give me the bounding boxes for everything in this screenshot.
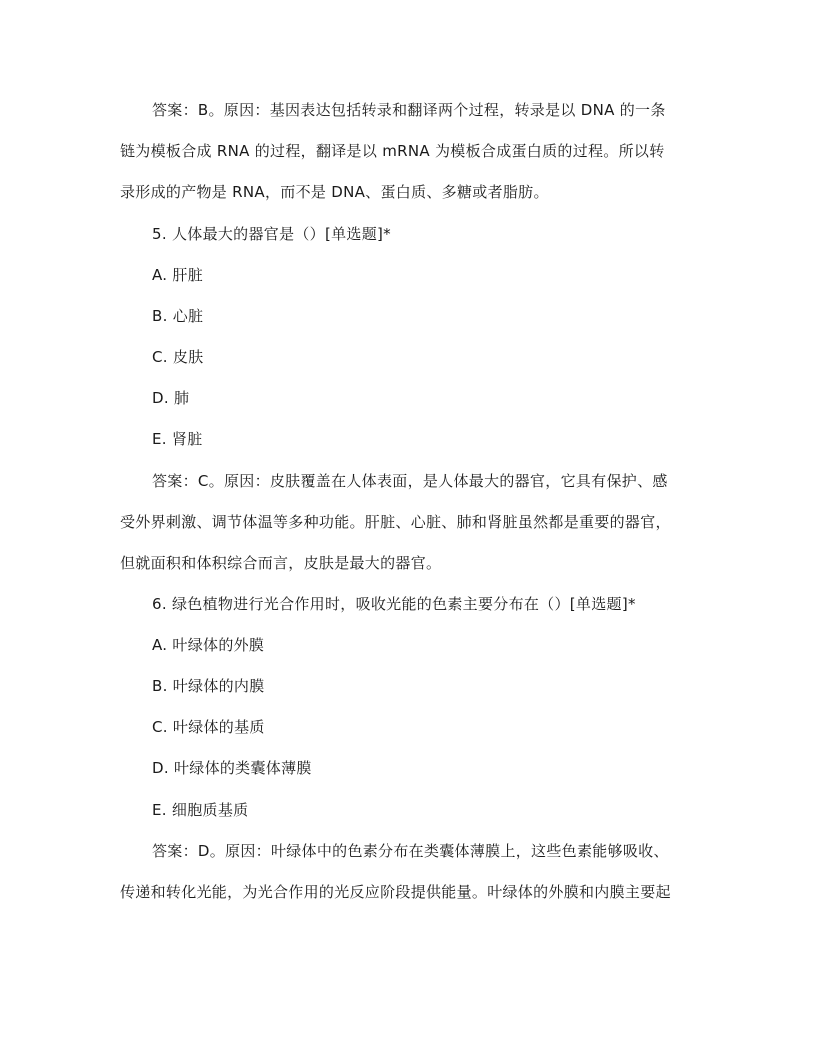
q6-option-a: A. 叶绿体的外膜: [152, 636, 265, 654]
q6-answer-line-1: 答案：D。原因：叶绿体中的色素分布在类囊体薄膜上，这些色素能够吸收、: [152, 842, 669, 860]
q5-answer-line-1: 答案：C。原因：皮肤覆盖在人体表面，是人体最大的器官，它具有保护、感: [152, 472, 668, 490]
q6-question: 6. 绿色植物进行光合作用时，吸收光能的色素主要分布在（）[单选题]*: [152, 595, 636, 613]
q6-option-c: C. 叶绿体的基质: [152, 718, 265, 736]
q5-question: 5. 人体最大的器官是（）[单选题]*: [152, 225, 391, 243]
q5-option-c: C. 皮肤: [152, 348, 204, 366]
q4-answer-line-3: 录形成的产物是 RNA，而不是 DNA、蛋白质、多糖或者脂肪。: [120, 183, 549, 201]
q6-answer-line-2: 传递和转化光能，为光合作用的光反应阶段提供能量。叶绿体的外膜和内膜主要起: [120, 883, 671, 901]
q5-option-d: D. 肺: [152, 389, 190, 407]
q5-answer-line-2: 受外界刺激、调节体温等多种功能。肝脏、心脏、肺和肾脏虽然都是重要的器官，: [120, 513, 671, 531]
q6-option-e: E. 细胞质基质: [152, 801, 249, 819]
q5-option-a: A. 肝脏: [152, 266, 204, 284]
q6-option-b: B. 叶绿体的内膜: [152, 677, 265, 695]
q5-option-b: B. 心脏: [152, 307, 204, 325]
q6-option-d: D. 叶绿体的类囊体薄膜: [152, 759, 312, 777]
q5-answer-line-3: 但就面积和体积综合而言，皮肤是最大的器官。: [120, 554, 442, 572]
q4-answer-line-2: 链为模板合成 RNA 的过程，翻译是以 mRNA 为模板合成蛋白质的过程。所以转: [120, 142, 665, 160]
q4-answer-line-1: 答案：B。原因：基因表达包括转录和翻译两个过程，转录是以 DNA 的一条: [152, 101, 666, 119]
q5-option-e: E. 肾脏: [152, 430, 203, 448]
